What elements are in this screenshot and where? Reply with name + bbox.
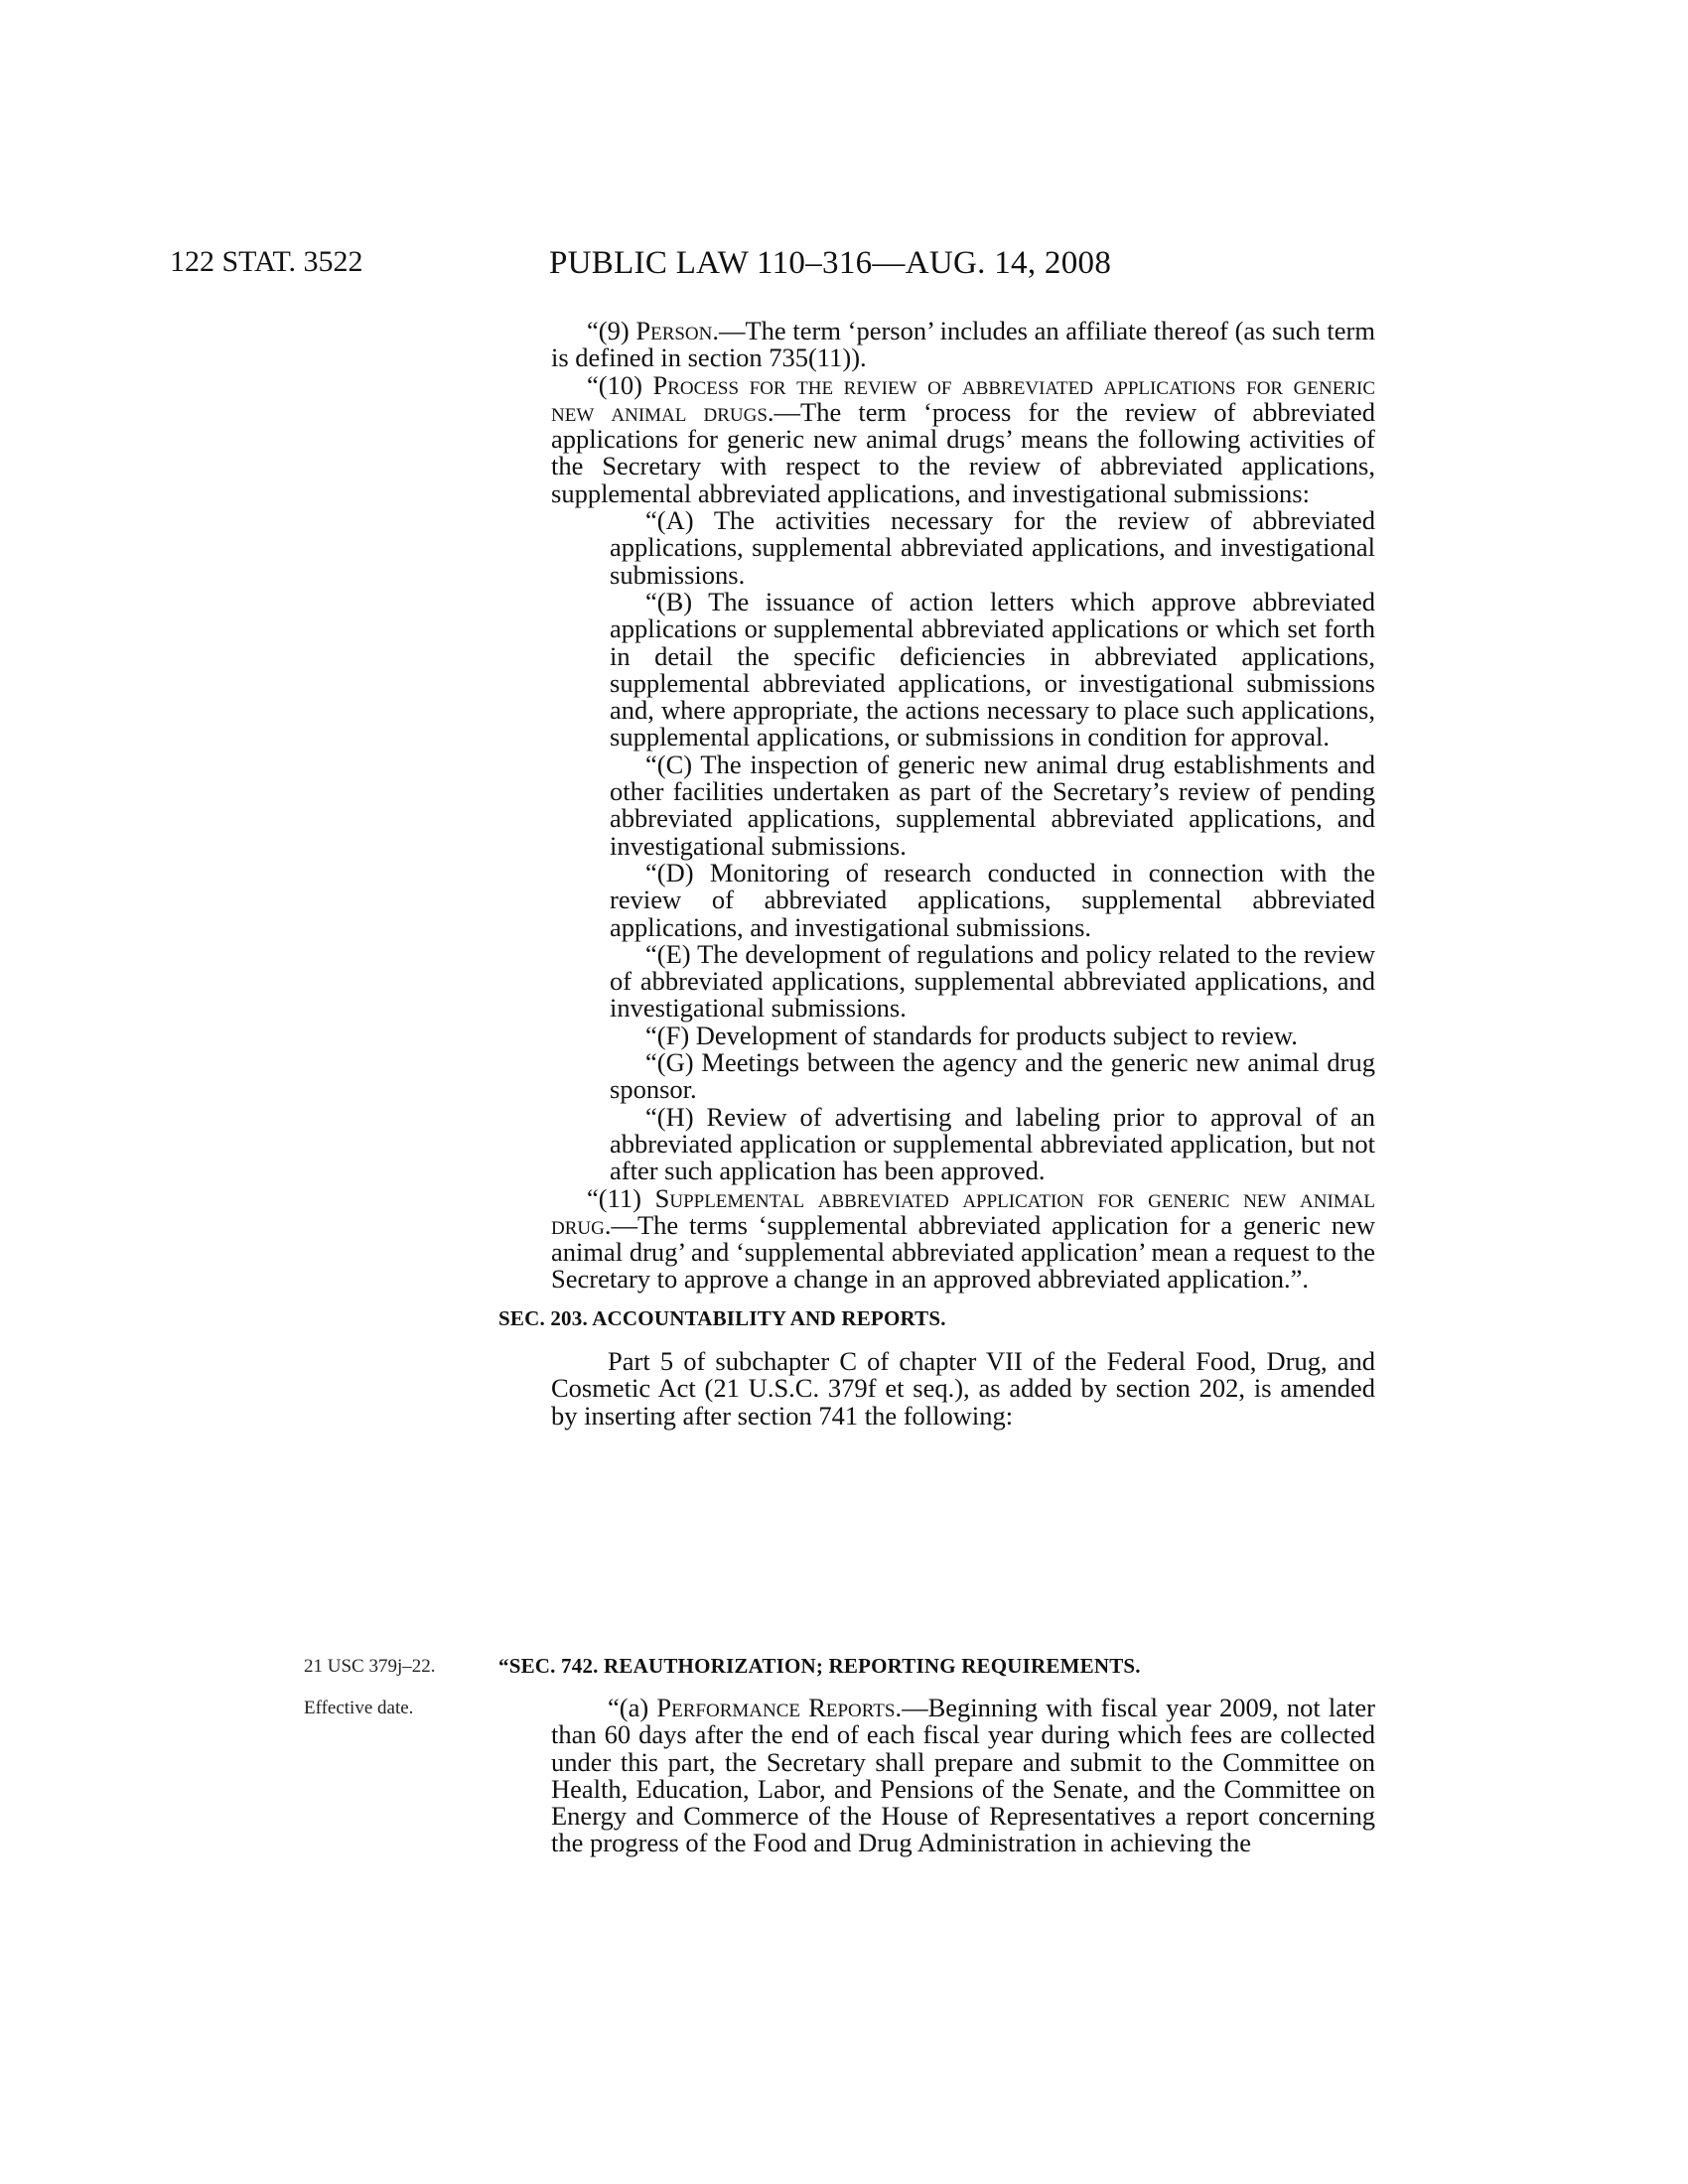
section-203-heading: SEC. 203. ACCOUNTABILITY AND REPORTS. (498, 1305, 946, 1330)
margin-note-effective-date: Effective date. (304, 1698, 414, 1718)
subitem-f: “(F) Development of standards for products subject to review. (645, 1020, 1298, 1050)
main-text-column (498, 316, 1375, 1431)
page-header (0, 245, 1688, 285)
subitem-e: “(E) The development of regulations and policy related to the review of abbreviated applications, supplemental abbreviated applications, and investigational submissions. (610, 938, 1375, 1024)
section-203-body: Part 5 of subchapter C of chapter VII of the Federal Food, Drug, and Cosmetic Act (21 U.S.C. 379f et seq.), as added by section 202, is amended by inserting after section 741 the following: (551, 1345, 1375, 1431)
subitem-a: “(A) The activities necessary for the review of abbreviated applications, supplemental abbreviated applications, and investigational submissions. (610, 505, 1375, 590)
subitem-g: “(G) Meetings between the agency and the generic new animal drug sponsor. (610, 1047, 1375, 1105)
definition-9: “(9) Person.—The term ‘person’ includes an affiliate thereof (as such term is defined in section 735(11)). (551, 316, 1375, 373)
margin-note-usc: 21 USC 379j–22. (304, 1656, 436, 1677)
subitem-c: “(C) The inspection of generic new animal drug establishments and other facilities undertaken as part of the Secretary’s review of pending abbreviated applications, supplemental abbreviated applications, and investigational submissions. (610, 749, 1375, 861)
performance-reports-paragraph: “(a) Performance Reports.—Beginning with fiscal year 2009, not later than 60 days after the end of each fiscal year during which fees are collected under this part, the Secretary shall prepare and submit to the Committee on Health, Education, Labor, and Pensions of the Senate, and the Committee on Energy and Commerce of the House of Representatives a report concerning the progress of the Food and Drug Administration in achieving the (551, 1693, 1375, 1858)
definition-10: “(10) Process for the review of abbreviated applications for generic new animal drugs.—The term ‘process for the review of abbreviated applications for generic new animal drugs’ means the following activities of the Secretary with respect to the review of abbreviated applications, supplemental abbreviated applications, and investigational submissions: (551, 369, 1375, 508)
stat-page-number: 122 STAT. 3522 (170, 245, 363, 278)
definition-11: “(11) Supplemental abbreviated application for generic new animal drug.—The terms ‘supplemental abbreviated application for a generic new animal drug’ and ‘supplemental abbreviated application’ mean a request to the Secretary to approve a change in an approved abbreviated application.”. (551, 1182, 1375, 1295)
subitem-h: “(H) Review of advertising and labeling prior to approval of an abbreviated application or supplemental abbreviated application, but not after such application has been approved. (610, 1101, 1375, 1186)
subitem-b: “(B) The issuance of action letters which approve abbreviated applications or supplemental abbreviated applications or which set forth in detail the specific deficiencies in abbreviated applications, supplemental abbreviated applications, or investigational submissions and, where appropriate, the actions necessary to place such applications, supplemental applications, or submissions in condition for approval. (610, 586, 1375, 752)
public-law-title: PUBLIC LAW 110–316—AUG. 14, 2008 (549, 245, 1112, 281)
section-742-heading: “SEC. 742. REAUTHORIZATION; REPORTING REQUIREMENTS. (498, 1654, 1141, 1678)
subitem-d: “(D) Monitoring of research conducted in connection with the review of abbreviated applications, supplemental abbreviated applications, and investigational submissions. (610, 857, 1375, 942)
